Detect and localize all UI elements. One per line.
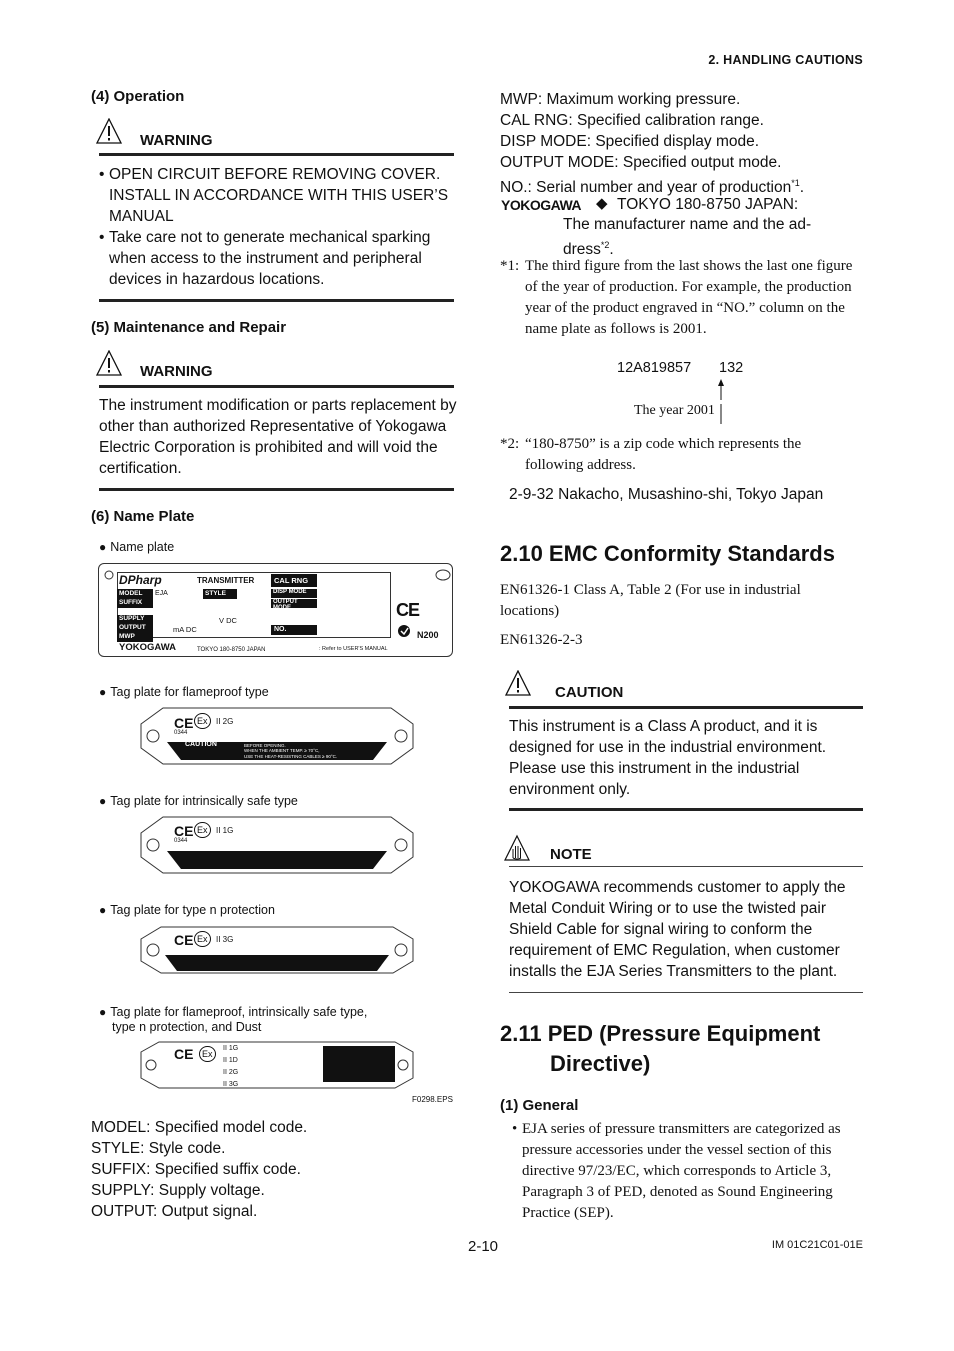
section-header: 2. HANDLING CAUTIONS	[708, 53, 863, 67]
note-label: NOTE	[550, 846, 592, 863]
manufacturer-line: dress$^{*2}$.	[563, 240, 614, 259]
mounting-hole-icon	[435, 569, 451, 581]
ex-mark: Ex	[199, 1046, 216, 1062]
tag-caution: CAUTION	[185, 741, 217, 748]
document-id: IM 01C21C01-01E	[771, 1239, 863, 1251]
tag-caution-line: USE THE HEAT-RESISTING CABLES ≥ 90°C.	[244, 753, 338, 759]
definition-item: OUTPUT: Output signal.	[91, 1203, 258, 1220]
emc-section-title: 2.10 EMC Conformity Standards	[500, 541, 835, 566]
definition-item: SUPPLY: Supply voltage.	[91, 1182, 265, 1199]
yokogawa-logo: YOKOGAWA	[119, 642, 177, 653]
manufacturer-line: The manufacturer name and the ad-	[563, 216, 812, 233]
ped-list	[512, 1119, 860, 1224]
tag-categories	[223, 1043, 238, 1091]
dpharp-logo: DPharp	[119, 573, 162, 587]
page-number: 2-10	[468, 1238, 499, 1255]
tag-category: II 1G	[216, 826, 234, 835]
definition-item: SUFFIX: Specified suffix code.	[91, 1161, 301, 1178]
caution-text: This instrument is a Class A product, and it is designed for use in the industrial environment. Please use this instrument in the industrial environment only.	[509, 718, 827, 798]
tag-category: II 2G	[216, 717, 234, 726]
definition-item: MODEL: Specified model code.	[91, 1119, 308, 1136]
caption-typen: ● Tag plate for type n protection	[99, 903, 275, 917]
no-definition: NO.: Serial number and year of production	[500, 179, 792, 197]
tokyo-address: TOKYO 180-8750 JAPAN:	[617, 196, 799, 213]
footnote-1-mark: *1:	[500, 258, 520, 274]
tag-category: II 2G	[223, 1069, 239, 1076]
ped-section-title: 2.11 PED (Pressure Equipment	[500, 1021, 821, 1046]
caption-intrinsic: ● Tag plate for intrinsically safe type	[99, 794, 298, 808]
divider	[509, 706, 863, 709]
ped-general-heading: (1) General	[500, 1097, 579, 1114]
caption-flameproof: ● Tag plate for flameproof type	[99, 685, 269, 699]
divider	[99, 488, 454, 491]
ex-mark: Ex	[194, 822, 211, 838]
note-hand-icon	[503, 834, 531, 862]
operation-warning-list	[99, 164, 455, 290]
plate-style: STYLE	[203, 589, 237, 599]
maintenance-warning-text: The instrument modification or parts replacement by other than authorized Representative of Yokogawa Electric Corporation is prohibited and will void the certification.	[99, 397, 457, 477]
plate-mwp: MWP	[117, 633, 153, 642]
ped-section-title-2: Directive)	[550, 1051, 651, 1076]
warning-bullet: • Take care not to generate mechanical sparking when access to the instrument and peripheral devices in hazardous locations.	[99, 227, 455, 290]
tag-ce-mark: CE	[174, 1046, 194, 1062]
right-definitions	[500, 89, 865, 198]
tag-category: II 3G	[223, 1081, 239, 1088]
warning-bullet: • OPEN CIRCUIT BEFORE REMOVING COVER. INSTALL IN ACCORDANCE WITH THIS USER’S MANUAL	[99, 164, 455, 227]
tag-category: II 1D	[223, 1057, 238, 1064]
divider	[99, 299, 454, 302]
plate-tokyo: TOKYO 180-8750 JAPAN	[197, 647, 266, 653]
warning-icon	[96, 350, 122, 376]
footnote-2: “180-8750” is a zip code which represents the following address.	[525, 436, 802, 473]
caption-combined: ● Tag plate for flameproof, intrinsically safe type,	[99, 1005, 367, 1019]
footnote-1: The third figure from the last shows the last one figure of the year of production. For example, the production year of the product engraved in “NO.” column on the name plate as follows is 2001.	[525, 258, 853, 337]
plate-supply: SUPPLY	[117, 615, 153, 624]
plate-transmitter: TRANSMITTER	[197, 576, 255, 585]
plate-output: OUTPUT	[117, 624, 153, 633]
definition-item: MWP: Maximum working pressure.	[500, 91, 741, 108]
serial-suffix: 132	[719, 360, 744, 376]
caution-label: CAUTION	[555, 684, 624, 701]
emc-standard-2: EN61326-2-3	[500, 632, 583, 648]
c-tick-icon	[397, 624, 411, 638]
maintenance-heading: (5) Maintenance and Repair	[91, 319, 287, 336]
definition-item: NO.: Serial number and year of production$^{*1}$.	[500, 178, 805, 197]
tag-caution-text	[244, 737, 340, 759]
plate-output-mode: OUTPUT MODE	[271, 599, 317, 608]
note-text: YOKOGAWA recommends customer to apply the Metal Conduit Wiring or to use the twisted pair Shield Cable for signal wiring to conform the requirement of EMC Regulation, when customer installs the EJA Series Transmitters to the plant.	[509, 879, 846, 980]
warning-label: WARNING	[140, 363, 213, 380]
footnote-ref: *2	[600, 240, 610, 250]
nameplate-heading: (6) Name Plate	[91, 508, 195, 525]
emc-standard-1: EN61326-1 Class A, Table 2 (For use in industrial locations)	[500, 582, 801, 619]
divider	[99, 385, 454, 388]
ex-mark: Ex	[194, 931, 211, 947]
ce-mark: CE	[396, 600, 420, 620]
year-label-text: The year 200	[634, 403, 708, 418]
ex-mark: Ex	[194, 713, 211, 729]
definition-item: CAL RNG: Specified calibration range.	[500, 112, 764, 129]
footnote-2-mark: *2:	[500, 436, 520, 452]
divider	[509, 866, 863, 867]
tag-code: 0344	[174, 730, 188, 736]
caption-combined-2: type n protection, and Dust	[112, 1020, 262, 1034]
plate-eja: EJA	[155, 590, 168, 597]
divider	[509, 992, 863, 993]
warning-icon	[96, 118, 122, 144]
tag-category: II 3G	[216, 935, 234, 944]
plate-no: NO.	[271, 625, 317, 635]
caption-name-plate: ● Name plate	[99, 540, 174, 554]
serial-number: 12A819857	[617, 360, 692, 376]
plate-vdc: V DC	[219, 616, 237, 625]
caution-icon	[505, 670, 531, 696]
eps-label: F0298.EPS	[412, 1095, 453, 1104]
plate-n200: N200	[417, 630, 439, 640]
year-digit: 1	[707, 403, 715, 418]
yokogawa-logo: YOKOGAWA	[501, 197, 582, 213]
manufacturer-line-2: dress	[563, 241, 601, 259]
definition-item: DISP MODE: Specified display mode.	[500, 133, 760, 150]
plate-model: MODEL	[117, 589, 153, 599]
plate-disp-mode: DISP MODE	[271, 589, 317, 598]
plate-cal-rng: CAL RNG	[271, 574, 317, 587]
footnote-ref: *1	[791, 178, 800, 188]
diamond-icon: ◆	[596, 195, 608, 212]
divider	[509, 808, 863, 811]
definition-item: STYLE: Style code.	[91, 1140, 226, 1157]
ped-bullet: • EJA series of pressure transmitters are categorized as pressure accessories under the vessel section of this directive 97/23/EC, which corresponds to Article 3, Paragraph 3 of PED, denoted as Sound Engineering Practice (SEP).	[512, 1119, 860, 1224]
plate-refer: : Refer to USER'S MANUAL	[319, 646, 388, 652]
divider	[99, 153, 454, 156]
company-address: 2-9-32 Nakacho, Musashino-shi, Tokyo Japan	[509, 486, 824, 503]
tag-caution-line: BEFORE OPENING.	[244, 742, 286, 748]
warning-label: WARNING	[140, 132, 213, 149]
tag-code: 0344	[174, 838, 188, 844]
name-plate	[98, 563, 453, 657]
left-definitions	[91, 1117, 451, 1222]
operation-heading: (4) Operation	[91, 88, 185, 105]
plate-madc: mA DC	[173, 625, 197, 634]
tag-ce-mark: CE	[174, 823, 194, 839]
tag-caution-line: AFTER DE-ENERGIZING, DELAY 10 MINUTES	[244, 737, 341, 742]
plate-suffix: SUFFIX	[117, 599, 153, 608]
year-arrow	[716, 378, 726, 426]
tag-ce-mark: CE	[174, 715, 194, 731]
year-label	[634, 403, 715, 419]
tag-caution-line: WHEN THE AMBIENT TEMP. ≥ 70°C,	[244, 748, 320, 753]
tag-ce-mark: CE	[174, 932, 194, 948]
definition-item: OUTPUT MODE: Specified output mode.	[500, 154, 782, 171]
mounting-hole-icon	[104, 570, 114, 580]
tag-category: II 1G	[223, 1045, 239, 1052]
